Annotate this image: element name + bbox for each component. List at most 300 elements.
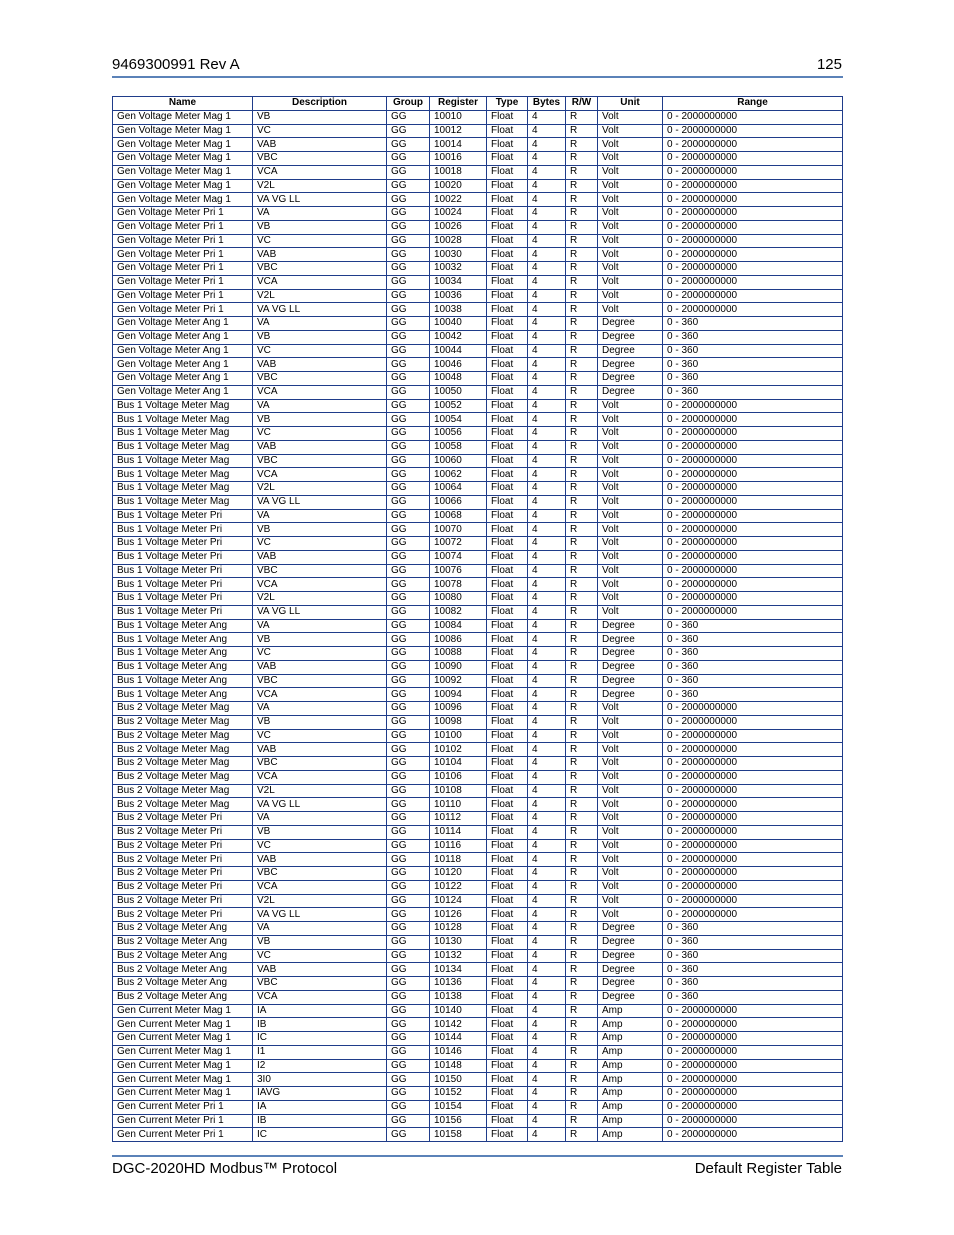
cell-type: Float: [487, 743, 528, 757]
cell-rw: R: [566, 633, 598, 647]
cell-unit: Volt: [598, 702, 663, 716]
cell-bytes: 4: [528, 1073, 566, 1087]
cell-unit: Volt: [598, 825, 663, 839]
cell-group: GG: [387, 385, 430, 399]
cell-range: 0 - 2000000000: [663, 825, 843, 839]
cell-bytes: 4: [528, 1018, 566, 1032]
table-row: [113, 702, 843, 716]
cell-group: GG: [387, 234, 430, 248]
cell-description: VA: [253, 509, 387, 523]
cell-rw: R: [566, 275, 598, 289]
cell-group: GG: [387, 427, 430, 441]
cell-range: 0 - 360: [663, 688, 843, 702]
cell-unit: Volt: [598, 550, 663, 564]
cell-name: Gen Voltage Meter Mag 1: [113, 193, 253, 207]
cell-register: 10062: [430, 468, 487, 482]
cell-rw: R: [566, 564, 598, 578]
cell-description: VAB: [253, 660, 387, 674]
cell-description: VAB: [253, 853, 387, 867]
cell-unit: Degree: [598, 317, 663, 331]
cell-bytes: 4: [528, 564, 566, 578]
cell-unit: Degree: [598, 922, 663, 936]
cell-rw: R: [566, 729, 598, 743]
cell-name: Gen Voltage Meter Pri 1: [113, 303, 253, 317]
cell-range: 0 - 2000000000: [663, 248, 843, 262]
cell-unit: Volt: [598, 578, 663, 592]
cell-range: 0 - 360: [663, 647, 843, 661]
cell-group: GG: [387, 743, 430, 757]
table-row: [113, 550, 843, 564]
cell-unit: Volt: [598, 165, 663, 179]
cell-range: 0 - 2000000000: [663, 867, 843, 881]
cell-rw: R: [566, 674, 598, 688]
cell-register: 10100: [430, 729, 487, 743]
cell-description: VA: [253, 922, 387, 936]
cell-description: VCA: [253, 880, 387, 894]
cell-rw: R: [566, 880, 598, 894]
cell-unit: Volt: [598, 303, 663, 317]
cell-bytes: 4: [528, 977, 566, 991]
footer-divider: [112, 1155, 843, 1157]
cell-type: Float: [487, 894, 528, 908]
cell-type: Float: [487, 399, 528, 413]
cell-rw: R: [566, 344, 598, 358]
cell-range: 0 - 2000000000: [663, 798, 843, 812]
cell-description: VBC: [253, 152, 387, 166]
cell-bytes: 4: [528, 853, 566, 867]
cell-bytes: 4: [528, 908, 566, 922]
cell-bytes: 4: [528, 330, 566, 344]
cell-register: 10076: [430, 564, 487, 578]
cell-rw: R: [566, 220, 598, 234]
cell-unit: Volt: [598, 592, 663, 606]
cell-register: 10092: [430, 674, 487, 688]
cell-description: VA VG LL: [253, 605, 387, 619]
cell-group: GG: [387, 179, 430, 193]
cell-name: Bus 1 Voltage Meter Mag: [113, 468, 253, 482]
cell-group: GG: [387, 674, 430, 688]
cell-name: Bus 1 Voltage Meter Mag: [113, 495, 253, 509]
cell-rw: R: [566, 289, 598, 303]
cell-rw: R: [566, 1100, 598, 1114]
cell-rw: R: [566, 110, 598, 124]
cell-range: 0 - 2000000000: [663, 303, 843, 317]
cell-group: GG: [387, 922, 430, 936]
cell-group: GG: [387, 1073, 430, 1087]
cell-name: Gen Current Meter Mag 1: [113, 1059, 253, 1073]
cell-group: GG: [387, 825, 430, 839]
cell-group: GG: [387, 880, 430, 894]
cell-unit: Volt: [598, 743, 663, 757]
cell-bytes: 4: [528, 344, 566, 358]
cell-unit: Degree: [598, 935, 663, 949]
cell-rw: R: [566, 1004, 598, 1018]
cell-register: 10046: [430, 358, 487, 372]
cell-name: Gen Voltage Meter Pri 1: [113, 207, 253, 221]
cell-bytes: 4: [528, 825, 566, 839]
cell-name: Bus 1 Voltage Meter Pri: [113, 523, 253, 537]
cell-group: GG: [387, 303, 430, 317]
cell-name: Gen Voltage Meter Ang 1: [113, 372, 253, 386]
cell-name: Bus 2 Voltage Meter Pri: [113, 908, 253, 922]
cell-rw: R: [566, 839, 598, 853]
cell-bytes: 4: [528, 262, 566, 276]
table-row: [113, 770, 843, 784]
cell-type: Float: [487, 839, 528, 853]
cell-range: 0 - 360: [663, 935, 843, 949]
cell-bytes: 4: [528, 234, 566, 248]
cell-name: Gen Current Meter Mag 1: [113, 1004, 253, 1018]
cell-range: 0 - 2000000000: [663, 1018, 843, 1032]
cell-unit: Volt: [598, 124, 663, 138]
cell-range: 0 - 2000000000: [663, 743, 843, 757]
cell-register: 10040: [430, 317, 487, 331]
cell-unit: Volt: [598, 729, 663, 743]
table-row: [113, 798, 843, 812]
cell-register: 10068: [430, 509, 487, 523]
table-row: [113, 344, 843, 358]
cell-bytes: 4: [528, 1114, 566, 1128]
cell-register: 10014: [430, 138, 487, 152]
cell-type: Float: [487, 798, 528, 812]
cell-group: GG: [387, 482, 430, 496]
cell-name: Gen Voltage Meter Pri 1: [113, 248, 253, 262]
cell-rw: R: [566, 207, 598, 221]
cell-type: Float: [487, 262, 528, 276]
cell-range: 0 - 2000000000: [663, 440, 843, 454]
cell-group: GG: [387, 770, 430, 784]
cell-group: GG: [387, 729, 430, 743]
cell-bytes: 4: [528, 619, 566, 633]
cell-type: Float: [487, 207, 528, 221]
cell-bytes: 4: [528, 990, 566, 1004]
table-row: [113, 482, 843, 496]
cell-description: VBC: [253, 977, 387, 991]
cell-range: 0 - 2000000000: [663, 908, 843, 922]
cell-description: VA: [253, 207, 387, 221]
column-header-unit: Unit: [598, 97, 663, 111]
cell-unit: Volt: [598, 757, 663, 771]
cell-name: Bus 1 Voltage Meter Ang: [113, 660, 253, 674]
cell-type: Float: [487, 784, 528, 798]
cell-name: Bus 1 Voltage Meter Mag: [113, 427, 253, 441]
cell-type: Float: [487, 757, 528, 771]
cell-group: GG: [387, 784, 430, 798]
cell-type: Float: [487, 330, 528, 344]
cell-name: Bus 1 Voltage Meter Pri: [113, 509, 253, 523]
cell-range: 0 - 2000000000: [663, 578, 843, 592]
cell-register: 10088: [430, 647, 487, 661]
cell-bytes: 4: [528, 605, 566, 619]
cell-type: Float: [487, 812, 528, 826]
cell-name: Gen Voltage Meter Pri 1: [113, 234, 253, 248]
cell-rw: R: [566, 482, 598, 496]
cell-name: Bus 1 Voltage Meter Mag: [113, 413, 253, 427]
table-row: [113, 605, 843, 619]
cell-name: Bus 2 Voltage Meter Mag: [113, 702, 253, 716]
cell-rw: R: [566, 385, 598, 399]
cell-unit: Amp: [598, 1128, 663, 1142]
cell-name: Gen Current Meter Mag 1: [113, 1045, 253, 1059]
cell-bytes: 4: [528, 289, 566, 303]
cell-type: Float: [487, 825, 528, 839]
cell-name: Bus 1 Voltage Meter Pri: [113, 537, 253, 551]
cell-unit: Volt: [598, 454, 663, 468]
cell-register: 10126: [430, 908, 487, 922]
cell-bytes: 4: [528, 702, 566, 716]
cell-rw: R: [566, 358, 598, 372]
cell-type: Float: [487, 935, 528, 949]
cell-type: Float: [487, 674, 528, 688]
table-row: [113, 303, 843, 317]
cell-range: 0 - 2000000000: [663, 1087, 843, 1101]
cell-type: Float: [487, 1114, 528, 1128]
cell-unit: Degree: [598, 633, 663, 647]
cell-unit: Volt: [598, 179, 663, 193]
cell-register: 10036: [430, 289, 487, 303]
cell-register: 10144: [430, 1032, 487, 1046]
table-row: [113, 385, 843, 399]
table-row: [113, 1100, 843, 1114]
cell-description: VA: [253, 399, 387, 413]
cell-group: GG: [387, 1059, 430, 1073]
cell-register: 10142: [430, 1018, 487, 1032]
cell-rw: R: [566, 812, 598, 826]
cell-bytes: 4: [528, 1059, 566, 1073]
cell-register: 10020: [430, 179, 487, 193]
cell-register: 10112: [430, 812, 487, 826]
cell-group: GG: [387, 454, 430, 468]
cell-name: Bus 2 Voltage Meter Ang: [113, 990, 253, 1004]
cell-name: Bus 1 Voltage Meter Pri: [113, 550, 253, 564]
cell-group: GG: [387, 509, 430, 523]
cell-name: Bus 2 Voltage Meter Mag: [113, 770, 253, 784]
table-row: [113, 1018, 843, 1032]
cell-bytes: 4: [528, 963, 566, 977]
cell-name: Gen Voltage Meter Ang 1: [113, 344, 253, 358]
cell-type: Float: [487, 372, 528, 386]
cell-name: Gen Current Meter Mag 1: [113, 1032, 253, 1046]
cell-type: Float: [487, 317, 528, 331]
cell-rw: R: [566, 193, 598, 207]
table-row: [113, 867, 843, 881]
cell-range: 0 - 360: [663, 922, 843, 936]
cell-register: 10078: [430, 578, 487, 592]
table-row: [113, 977, 843, 991]
cell-name: Bus 2 Voltage Meter Pri: [113, 894, 253, 908]
cell-description: IC: [253, 1128, 387, 1142]
cell-range: 0 - 360: [663, 330, 843, 344]
cell-register: 10044: [430, 344, 487, 358]
cell-name: Bus 1 Voltage Meter Mag: [113, 482, 253, 496]
cell-description: VA: [253, 812, 387, 826]
cell-range: 0 - 2000000000: [663, 179, 843, 193]
cell-group: GG: [387, 468, 430, 482]
cell-register: 10038: [430, 303, 487, 317]
header-divider: [112, 76, 843, 78]
cell-rw: R: [566, 468, 598, 482]
cell-unit: Amp: [598, 1114, 663, 1128]
column-header-description: Description: [253, 97, 387, 111]
cell-type: Float: [487, 619, 528, 633]
cell-register: 10102: [430, 743, 487, 757]
cell-register: 10084: [430, 619, 487, 633]
cell-rw: R: [566, 399, 598, 413]
cell-type: Float: [487, 152, 528, 166]
table-row: [113, 1114, 843, 1128]
cell-bytes: 4: [528, 949, 566, 963]
cell-description: VC: [253, 647, 387, 661]
cell-rw: R: [566, 688, 598, 702]
cell-register: 10022: [430, 193, 487, 207]
column-header-range: Range: [663, 97, 843, 111]
cell-register: 10104: [430, 757, 487, 771]
cell-bytes: 4: [528, 729, 566, 743]
cell-range: 0 - 2000000000: [663, 1004, 843, 1018]
cell-group: GG: [387, 963, 430, 977]
cell-rw: R: [566, 977, 598, 991]
table-row: [113, 812, 843, 826]
cell-bytes: 4: [528, 1032, 566, 1046]
cell-range: 0 - 2000000000: [663, 1100, 843, 1114]
table-row: [113, 592, 843, 606]
cell-bytes: 4: [528, 688, 566, 702]
footer-section: Default Register Table: [694, 1160, 842, 1177]
cell-type: Float: [487, 949, 528, 963]
cell-range: 0 - 2000000000: [663, 784, 843, 798]
cell-bytes: 4: [528, 1004, 566, 1018]
cell-unit: Degree: [598, 344, 663, 358]
cell-description: VBC: [253, 372, 387, 386]
cell-description: VCA: [253, 578, 387, 592]
cell-group: GG: [387, 935, 430, 949]
cell-bytes: 4: [528, 880, 566, 894]
cell-type: Float: [487, 289, 528, 303]
cell-bytes: 4: [528, 757, 566, 771]
cell-bytes: 4: [528, 784, 566, 798]
cell-name: Bus 2 Voltage Meter Ang: [113, 922, 253, 936]
cell-range: 0 - 2000000000: [663, 592, 843, 606]
cell-rw: R: [566, 922, 598, 936]
cell-range: 0 - 2000000000: [663, 262, 843, 276]
cell-group: GG: [387, 1045, 430, 1059]
column-header-bytes: Bytes: [528, 97, 566, 111]
cell-range: 0 - 2000000000: [663, 1073, 843, 1087]
cell-rw: R: [566, 152, 598, 166]
table-row: [113, 578, 843, 592]
cell-unit: Amp: [598, 1087, 663, 1101]
cell-register: 10094: [430, 688, 487, 702]
cell-range: 0 - 2000000000: [663, 110, 843, 124]
table-row: [113, 138, 843, 152]
cell-rw: R: [566, 262, 598, 276]
cell-range: 0 - 2000000000: [663, 427, 843, 441]
cell-rw: R: [566, 372, 598, 386]
cell-group: GG: [387, 798, 430, 812]
cell-group: GG: [387, 1128, 430, 1142]
cell-unit: Volt: [598, 289, 663, 303]
cell-description: VC: [253, 124, 387, 138]
cell-description: VA VG LL: [253, 193, 387, 207]
cell-description: V2L: [253, 289, 387, 303]
cell-name: Gen Voltage Meter Pri 1: [113, 289, 253, 303]
cell-bytes: 4: [528, 482, 566, 496]
cell-rw: R: [566, 523, 598, 537]
cell-rw: R: [566, 1087, 598, 1101]
cell-name: Bus 1 Voltage Meter Pri: [113, 592, 253, 606]
cell-name: Bus 1 Voltage Meter Pri: [113, 578, 253, 592]
cell-group: GG: [387, 275, 430, 289]
cell-description: V2L: [253, 894, 387, 908]
table-row: [113, 220, 843, 234]
cell-register: 10150: [430, 1073, 487, 1087]
cell-unit: Degree: [598, 385, 663, 399]
cell-unit: Volt: [598, 798, 663, 812]
cell-unit: Volt: [598, 908, 663, 922]
cell-description: VAB: [253, 440, 387, 454]
cell-bytes: 4: [528, 743, 566, 757]
cell-unit: Degree: [598, 358, 663, 372]
cell-rw: R: [566, 867, 598, 881]
table-row: [113, 454, 843, 468]
cell-range: 0 - 360: [663, 660, 843, 674]
cell-unit: Volt: [598, 207, 663, 221]
cell-type: Float: [487, 358, 528, 372]
cell-range: 0 - 360: [663, 619, 843, 633]
cell-unit: Volt: [598, 894, 663, 908]
cell-group: GG: [387, 124, 430, 138]
cell-range: 0 - 2000000000: [663, 454, 843, 468]
cell-description: IB: [253, 1114, 387, 1128]
cell-range: 0 - 2000000000: [663, 839, 843, 853]
cell-range: 0 - 360: [663, 317, 843, 331]
cell-description: VBC: [253, 674, 387, 688]
cell-description: VBC: [253, 757, 387, 771]
table-row: [113, 660, 843, 674]
cell-description: VCA: [253, 385, 387, 399]
cell-type: Float: [487, 977, 528, 991]
cell-type: Float: [487, 234, 528, 248]
cell-description: VC: [253, 537, 387, 551]
table-row: [113, 990, 843, 1004]
cell-bytes: 4: [528, 303, 566, 317]
cell-description: 3I0: [253, 1073, 387, 1087]
cell-type: Float: [487, 454, 528, 468]
cell-group: GG: [387, 647, 430, 661]
cell-unit: Degree: [598, 977, 663, 991]
cell-register: 10024: [430, 207, 487, 221]
cell-rw: R: [566, 798, 598, 812]
cell-name: Gen Voltage Meter Mag 1: [113, 165, 253, 179]
cell-bytes: 4: [528, 179, 566, 193]
table-row: [113, 1073, 843, 1087]
cell-description: VB: [253, 413, 387, 427]
cell-description: I2: [253, 1059, 387, 1073]
footer-title: DGC-2020HD Modbus™ Protocol: [112, 1160, 338, 1177]
cell-rw: R: [566, 894, 598, 908]
cell-name: Gen Voltage Meter Pri 1: [113, 262, 253, 276]
table-row: [113, 537, 843, 551]
cell-type: Float: [487, 468, 528, 482]
cell-name: Bus 2 Voltage Meter Pri: [113, 825, 253, 839]
cell-bytes: 4: [528, 592, 566, 606]
cell-rw: R: [566, 605, 598, 619]
cell-type: Float: [487, 1004, 528, 1018]
cell-group: GG: [387, 949, 430, 963]
cell-rw: R: [566, 509, 598, 523]
cell-group: GG: [387, 1100, 430, 1114]
cell-unit: Volt: [598, 138, 663, 152]
